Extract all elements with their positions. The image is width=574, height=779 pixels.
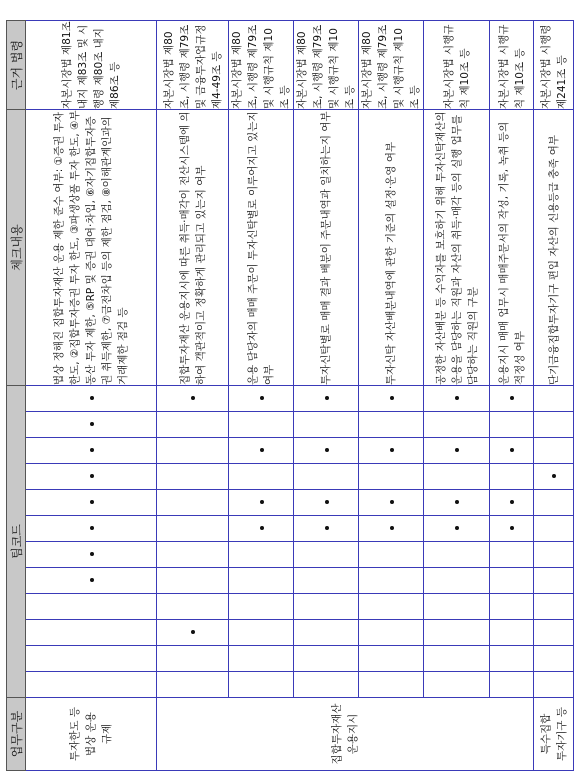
check-content: 투자신탁 자산배분내역에 관한 기준의 설정·운영 여부 — [359, 110, 424, 386]
header-check-content: 체크내용 — [7, 110, 26, 386]
team-code-cell — [424, 594, 490, 620]
team-code-cell — [26, 568, 157, 594]
check-mark — [325, 501, 329, 505]
team-code-cell — [534, 490, 574, 516]
legal-basis: 자본시장법 제80조, 시행령 제79조 및 시행규칙 제10조 등 — [359, 21, 424, 110]
team-code-cell — [534, 412, 574, 438]
header-legal-basis: 근거 법령 — [7, 21, 26, 110]
team-code-cell — [26, 594, 157, 620]
team-code-cell — [424, 464, 490, 490]
check-content: 공정한 자산배분 등 수익자를 보호하기 위해 투자신탁재산의 운용을 담당하는 직원과 자산의 취득·매각 등의 실행 업무를 담당하는 직원의 구분 — [424, 110, 490, 386]
check-mark — [260, 501, 264, 505]
check-mark — [90, 397, 94, 401]
team-code-cell — [294, 672, 359, 698]
team-code-cell — [490, 412, 534, 438]
team-code-cell — [359, 490, 424, 516]
team-code-cell — [359, 672, 424, 698]
team-code-cell — [157, 464, 229, 490]
table-row — [294, 21, 359, 771]
team-code-cell — [157, 438, 229, 464]
check-mark — [90, 553, 94, 557]
team-code-cell — [229, 412, 294, 438]
check-mark — [90, 449, 94, 453]
header-category: 업무구분 — [7, 698, 26, 771]
team-code-cell — [490, 672, 534, 698]
team-code-cell — [229, 672, 294, 698]
legal-basis: 자본시장법 시행령 제241조 등 — [534, 21, 574, 110]
team-code-cell — [424, 672, 490, 698]
team-code-cell — [26, 646, 157, 672]
team-code-cell — [294, 412, 359, 438]
team-code-cell — [26, 386, 157, 412]
team-code-cell — [359, 386, 424, 412]
team-code-cell — [534, 386, 574, 412]
team-code-cell — [359, 646, 424, 672]
legal-basis: 자본시장법 제81조 내지 제83조 및 시행령 제80조 내지 제86조 등 — [26, 21, 157, 110]
header-row — [7, 21, 26, 771]
check-content: 운용지시 매매 업무시 매매주문서의 작성, 기록, 녹취 등의 적정성 여부 — [490, 110, 534, 386]
category-collective-investment: 집합투자재산 운용지시 — [157, 698, 534, 771]
team-code-cell — [424, 542, 490, 568]
check-content: 집합투자재산 운용지시에 따른 취득·매각이 전산시스템에 의하여 객관적이고 정확하게 관리되고 있는지 여부 — [157, 110, 229, 386]
team-code-cell — [424, 516, 490, 542]
team-code-cell — [229, 594, 294, 620]
team-code-cell — [26, 490, 157, 516]
team-code-cell — [294, 516, 359, 542]
team-code-cell — [534, 672, 574, 698]
team-code-cell — [294, 438, 359, 464]
team-code-cell — [534, 438, 574, 464]
team-code-cell — [294, 386, 359, 412]
team-code-cell — [359, 412, 424, 438]
team-code-cell — [229, 386, 294, 412]
check-mark — [325, 527, 329, 531]
team-code-cell — [229, 464, 294, 490]
check-mark — [325, 397, 329, 401]
team-code-cell — [424, 386, 490, 412]
team-code-cell — [157, 516, 229, 542]
check-mark — [455, 501, 459, 505]
check-mark — [510, 527, 514, 531]
check-mark — [260, 527, 264, 531]
team-code-cell — [359, 464, 424, 490]
team-code-cell — [294, 542, 359, 568]
team-code-cell — [534, 464, 574, 490]
check-mark — [510, 449, 514, 453]
team-code-cell — [157, 412, 229, 438]
check-mark — [90, 475, 94, 479]
team-code-cell — [534, 594, 574, 620]
team-code-cell — [424, 646, 490, 672]
team-code-cell — [229, 568, 294, 594]
team-code-cell — [534, 646, 574, 672]
checklist-table — [6, 20, 574, 771]
team-code-cell — [359, 594, 424, 620]
team-code-cell — [157, 646, 229, 672]
check-mark — [325, 449, 329, 453]
legal-basis: 자본시장법 제80조, 시행령 제79조 및 금융투자업규정 제4-49조 등 — [157, 21, 229, 110]
team-code-cell — [534, 620, 574, 646]
check-content: 운용 담당자의 매매 주문이 투자신탁별로 이루어지고 있는지 여부 — [229, 110, 294, 386]
team-code-cell — [359, 542, 424, 568]
check-content: 법상 정해진 집합투자재산 운용 제한 준수 여부: ①증권 투자 한도, ②집합투자증권 투자 한도, ③파생상품 투자 한도, ④부동산 투자 제한, ⑤RP 및 증권 대여·차입, ⑥자기집합투자증권 취득제한, ⑦금전차입 등의 제한 점검, ⑧이해관계인과의 거래제한 점검 등 — [26, 110, 157, 386]
check-mark — [390, 501, 394, 505]
table-row — [490, 21, 534, 771]
check-mark — [455, 449, 459, 453]
check-mark — [90, 527, 94, 531]
team-code-cell — [424, 568, 490, 594]
team-code-cell — [424, 620, 490, 646]
check-mark — [390, 397, 394, 401]
team-code-cell — [157, 490, 229, 516]
check-mark — [552, 475, 556, 479]
team-code-cell — [294, 568, 359, 594]
category-investment-limit: 투자한도 등 법상 운용 규제 — [26, 698, 157, 771]
team-code-cell — [534, 542, 574, 568]
check-mark — [510, 397, 514, 401]
team-code-cell — [490, 646, 534, 672]
team-code-cell — [294, 464, 359, 490]
table-row — [26, 21, 157, 771]
check-mark — [90, 501, 94, 505]
check-content: 단기금융집합투자기구 편입 자산의 신용등급 충족 여부 — [534, 110, 574, 386]
team-code-cell — [490, 620, 534, 646]
team-code-cell — [157, 594, 229, 620]
table-row — [157, 21, 229, 771]
check-content: 투자신탁별로 매매 결과 배분이 주문내역과 일치하는지 여부 — [294, 110, 359, 386]
team-code-cell — [26, 438, 157, 464]
category-special-fund: 특수집합 투자기구 등 — [534, 698, 574, 771]
team-code-cell — [26, 542, 157, 568]
team-code-cell — [424, 490, 490, 516]
team-code-cell — [534, 568, 574, 594]
check-mark — [90, 579, 94, 583]
check-mark — [455, 527, 459, 531]
team-code-cell — [294, 620, 359, 646]
team-code-cell — [229, 516, 294, 542]
check-mark — [191, 631, 195, 635]
team-code-cell — [490, 516, 534, 542]
team-code-cell — [359, 620, 424, 646]
check-mark — [191, 397, 195, 401]
team-code-cell — [157, 568, 229, 594]
team-code-cell — [359, 568, 424, 594]
check-mark — [510, 501, 514, 505]
team-code-cell — [26, 464, 157, 490]
team-code-cell — [424, 438, 490, 464]
team-code-cell — [490, 438, 534, 464]
team-code-cell — [294, 490, 359, 516]
legal-basis: 자본시장법 제80조, 시행령 제79조 및 시행규칙 제10조 등 — [229, 21, 294, 110]
team-code-cell — [157, 386, 229, 412]
table-row — [424, 21, 490, 771]
team-code-cell — [157, 542, 229, 568]
team-code-cell — [157, 672, 229, 698]
team-code-cell — [359, 438, 424, 464]
team-code-cell — [229, 646, 294, 672]
team-code-cell — [490, 568, 534, 594]
check-mark — [260, 397, 264, 401]
check-mark — [455, 397, 459, 401]
check-mark — [390, 449, 394, 453]
legal-basis: 자본시장법 시행규칙 제10조 등 — [424, 21, 490, 110]
table-row — [534, 21, 574, 771]
team-code-cell — [26, 412, 157, 438]
check-mark — [260, 449, 264, 453]
team-code-cell — [294, 594, 359, 620]
team-code-cell — [490, 594, 534, 620]
team-code-cell — [26, 516, 157, 542]
legal-basis: 자본시장법 제80조, 시행령 제79조 및 시행규칙 제10조 등 — [294, 21, 359, 110]
team-code-cell — [26, 672, 157, 698]
legal-basis: 자본시장법 시행규칙 제10조 등 — [490, 21, 534, 110]
team-code-cell — [534, 516, 574, 542]
team-code-cell — [229, 620, 294, 646]
team-code-cell — [490, 386, 534, 412]
team-code-cell — [490, 464, 534, 490]
team-code-cell — [490, 542, 534, 568]
team-code-cell — [26, 620, 157, 646]
team-code-cell — [157, 620, 229, 646]
team-code-cell — [229, 490, 294, 516]
team-code-cell — [294, 646, 359, 672]
table-row — [359, 21, 424, 771]
team-code-cell — [229, 438, 294, 464]
table-row — [229, 21, 294, 771]
team-code-cell — [490, 490, 534, 516]
header-team-code: 팀코드 — [7, 386, 26, 698]
team-code-cell — [229, 542, 294, 568]
team-code-cell — [359, 516, 424, 542]
team-code-cell — [424, 412, 490, 438]
check-mark — [90, 423, 94, 427]
check-mark — [390, 527, 394, 531]
